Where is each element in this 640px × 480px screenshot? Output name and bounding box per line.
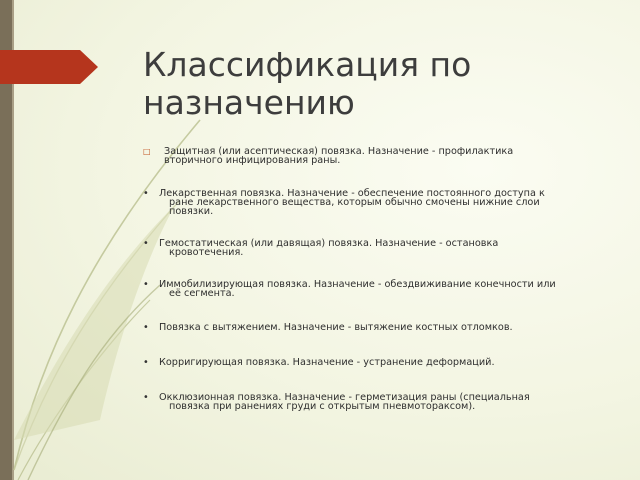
item-line: Гемостатическая (или давящая) повязка. Назначение - остановка: [159, 238, 499, 249]
item-line: ране лекарственного вещества, которым обычно смочены нижние слои: [169, 197, 540, 208]
title-line-2: назначению: [143, 83, 355, 122]
title-line-1: Классификация по: [143, 45, 472, 84]
item-line: Иммобилизирующая повязка. Назначение - обездвиживание конечности или: [159, 279, 556, 290]
bullet-dot-icon: •: [143, 357, 149, 368]
list-item: [143, 147, 583, 165]
bullet-dot-icon: •: [143, 238, 149, 249]
item-line: Повязка с вытяжением. Назначение - вытяжение костных отломков.: [159, 322, 513, 333]
list-item: [143, 280, 583, 298]
bullet-dot-icon: •: [143, 279, 149, 290]
list-item: [143, 189, 583, 216]
item-line: Окклюзионная повязка. Назначение - герметизация раны (специальная: [159, 392, 530, 403]
list-item: [143, 393, 583, 411]
item-line: вторичного инфицирования раны.: [164, 155, 341, 166]
bullet-dot-icon: •: [143, 322, 149, 333]
bullet-list: [143, 147, 583, 411]
bullet-square-icon: □: [143, 147, 151, 156]
title-arrow-icon: [0, 50, 98, 84]
list-item: [143, 239, 583, 257]
item-line: Корригирующая повязка. Назначение - устранение деформаций.: [159, 357, 495, 368]
list-item: [143, 323, 583, 332]
item-line: её сегмента.: [169, 288, 235, 299]
bullet-dot-icon: •: [143, 188, 149, 199]
item-line: Защитная (или асептическая) повязка. Назначение - профилактика: [164, 146, 514, 157]
item-line: кровотечения.: [169, 247, 244, 258]
item-line: повязки.: [169, 206, 214, 217]
page-title: [143, 46, 613, 122]
list-item: [143, 358, 583, 367]
item-line: Лекарственная повязка. Назначение - обеспечение постоянного доступа к: [159, 188, 545, 199]
item-line: повязка при ранениях груди с открытым пневмотораксом).: [169, 401, 476, 412]
bullet-dot-icon: •: [143, 392, 149, 403]
